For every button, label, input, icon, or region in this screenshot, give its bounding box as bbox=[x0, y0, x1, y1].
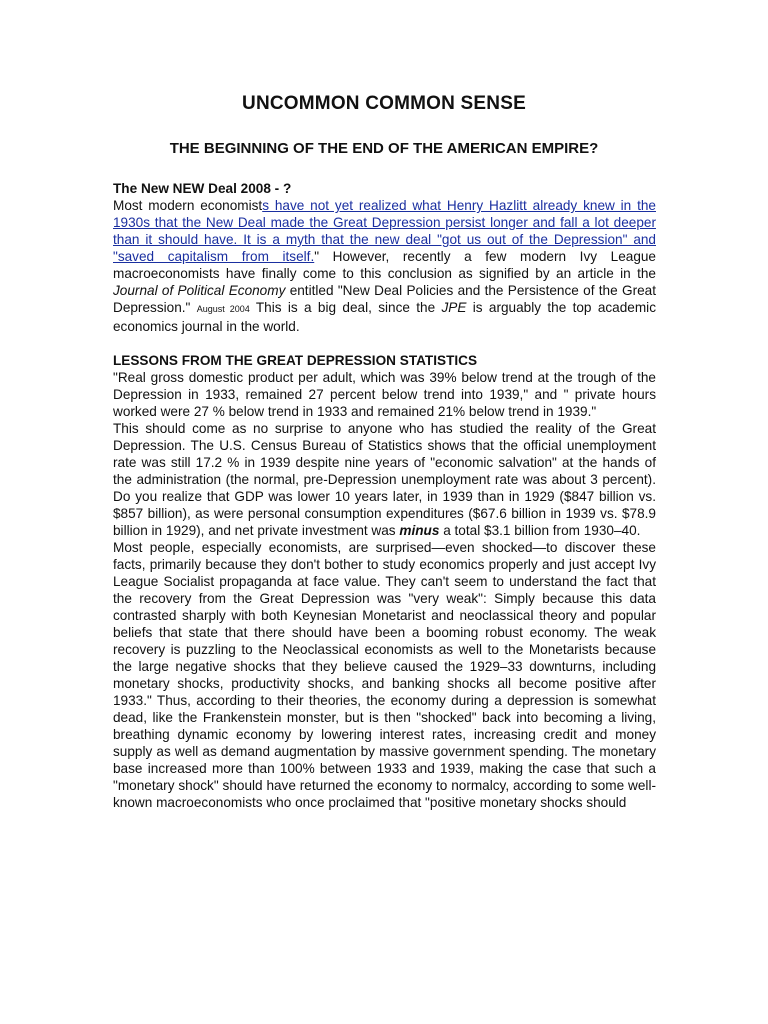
text-run: entitled "New Deal Policies and the Persistence of the Great Depression." bbox=[113, 283, 656, 315]
journal-name: Journal of Political Economy bbox=[113, 283, 286, 298]
emphasis-minus: minus bbox=[399, 523, 440, 538]
text-run: Most modern economist bbox=[113, 198, 263, 213]
document-subtitle: THE BEGINNING OF THE END OF THE AMERICAN EMPIRE? bbox=[169, 140, 599, 157]
document-title: UNCOMMON COMMON SENSE bbox=[242, 93, 526, 114]
article-date: August 2004 bbox=[196, 304, 250, 314]
text-run: is arguably the top academic economics journal in the world. bbox=[113, 300, 656, 334]
spacer bbox=[113, 335, 656, 352]
section-heading-new-deal: The New NEW Deal 2008 - ? bbox=[113, 181, 292, 196]
paragraph-surprised: Most people, especially economists, are surprised—even shocked—to discover these facts, primarily because they don't bother to study economics properly and just accept Ivy League Socialist propaganda at face value. They can't seem to understand the fact that the recovery from the Great Depression was "very weak": Simply because this data contrasted sharply with both Keynesian Monetarist and neoclassical theory and popular beliefs that state that there should have been a booming robust economy. The weak recovery is puzzling to the Neoclassical economists as well to the Monetarists because the large negative shocks that they believe caused the 1929–33 downturns, including monetary shocks, productivity shocks, and banking shocks all become positive after 1933." Thus, according to their theories, the economy during a depression is somewhat dead, like the Frankenstein monster, but is then "shocked" back into becoming a living, breathing dynamic economy by lowering interest rates, increasing credit and money supply as well as demand augmentation by massive government spending. The monetary base increased more than 100% between 1933 and 1939, making the case that such a "monetary shock" should have returned the economy to normalcy, according to some well-known macroeconomists who once proclaimed that "positive monetary shocks should bbox=[113, 540, 656, 810]
section-heading-lessons: LESSONS FROM THE GREAT DEPRESSION STATISTICS bbox=[113, 353, 478, 368]
paragraph-gdp-quote: "Real gross domestic product per adult, which was 39% below trend at the trough of the Depression in 1933, remained 27 percent below trend into 1939," and " private hours worked were 27 % below trend in 1933 and remained 21% below trend in 1939." bbox=[113, 370, 656, 419]
paragraph-new-deal bbox=[113, 197, 656, 335]
hazlitt-link[interactable]: s have not yet realized what Henry Hazlitt already knew in the 1930s that the New Deal made the Great Depression persist longer and fall a lot deeper than it should have. It is a myth that the new deal "got us out of the Depression" and "saved capitalism from itself. bbox=[113, 198, 656, 264]
text-run: This is a big deal, since the bbox=[249, 300, 442, 315]
text-run: " However, recently a few modern Ivy League macroeconomists have finally come to this conclusion as signified by an article in the bbox=[113, 249, 656, 281]
text-run: This should come as no surprise to anyone who has studied the reality of the Great Depression. The U.S. Census Bureau of Statistics shows that the official unemployment rate was still 17.2 % in 1939 despite nine years of "economic salvation" at the hands of the administration (the normal, pre-Depression unemployment rate was about 3 percent). Do you realize that GDP was lower 10 years later, in 1939 than in 1929 ($847 billion vs. $857 billion), as were personal consumption expenditures ($67.6 billion in 1939 vs. $78.9 billion in 1929), and net private investment was bbox=[113, 421, 656, 538]
paragraph-census bbox=[113, 420, 656, 539]
journal-abbrev: JPE bbox=[441, 300, 467, 315]
text-run: a total $3.1 billion from 1930–40. bbox=[439, 523, 641, 538]
document-body bbox=[113, 180, 656, 811]
